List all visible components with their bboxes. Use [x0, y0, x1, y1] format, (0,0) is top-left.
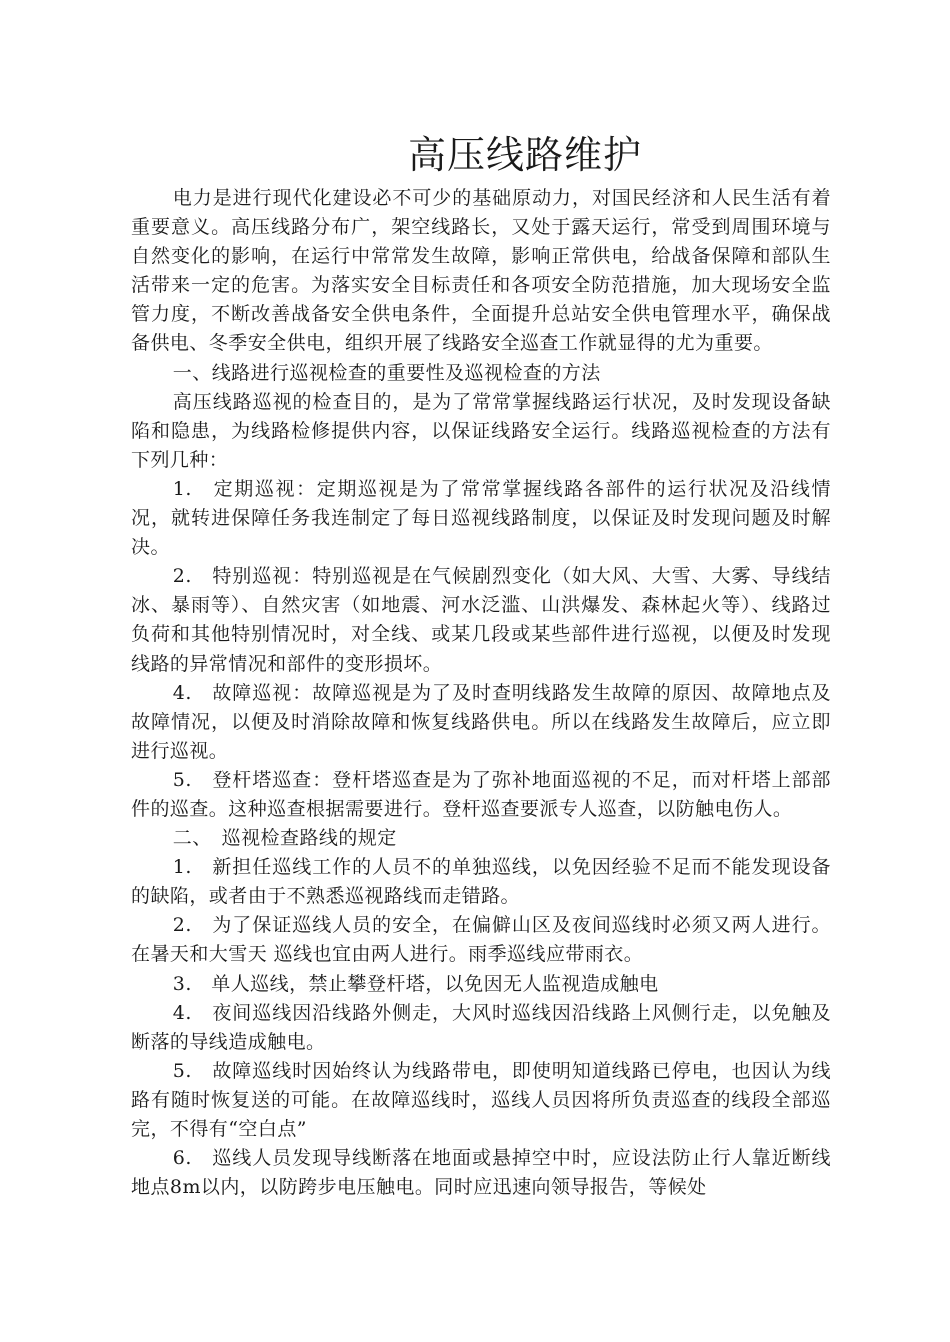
list-item: 4. 夜间巡线因沿线路外侧走，大风时巡线因沿线路上风侧行走，以免触及断落的导线造成触电。: [131, 1001, 831, 1053]
paragraph-purpose: 高压线路巡视的检查目的，是为了常常掌握线路运行状况，及时发现设备缺陷和隐患，为线路检修提供内容，以保证线路安全运行。线路巡视检查的方法有下列几种：: [131, 390, 831, 471]
list-item: 3. 单人巡线，禁止攀登杆塔，以免因无人监视造成触电: [172, 972, 659, 995]
list-item: 5. 登杆塔巡查：登杆塔巡查是为了弥补地面巡视的不足，而对杆塔上部部件的巡查。这种巡查根据需要进行。登杆巡查要派专人巡查，以防触电伤人。: [131, 768, 831, 820]
list-item: 1. 新担任巡线工作的人员不的单独巡线，以免因经验不足而不能发现设备的缺陷，或者由于不熟悉巡视路线而走错路。: [131, 856, 831, 908]
document-body: [131, 184, 831, 1202]
section-heading-1: 一、线路进行巡视检查的重要性及巡视检查的方法: [172, 361, 601, 384]
paragraph-intro: 电力是进行现代化建设必不可少的基础原动力，对国民经济和人民生活有着重要意义。高压线路分布广，架空线路长，又处于露天运行，常受到周围环境与自然变化的影响，在运行中常常发生故障，影响正常供电，给战备保障和部队生活带来一定的危害。为落实安全目标责任和各项安全防范措施，加大现场安全监管力度，不断改善战备安全供电条件，全面提升总站安全供电管理水平，确保战备供电、冬季安全供电，组织开展了线路安全巡查工作就显得的尤为重要。: [131, 187, 831, 355]
list-item: 4. 故障巡视：故障巡视是为了及时查明线路发生故障的原因、故障地点及故障情况，以便及时消除故障和恢复线路供电。所以在线路发生故障后，应立即进行巡视。: [131, 681, 831, 762]
list-item: 5. 故障巡线时因始终认为线路带电，即使明知道线路已停电，也因认为线路有随时恢复送的可能。在故障巡线时，巡线人员因将所负责巡查的线段全部巡完，不得有“空白点”: [131, 1059, 831, 1140]
document-title: 高压线路维护: [407, 133, 642, 177]
list-item: 2. 为了保证巡线人员的安全，在偏僻山区及夜间巡线时必须又两人进行。在暑天和大雪天 巡线也宜由两人进行。雨季巡线应带雨衣。: [131, 914, 831, 966]
list-item: 1. 定期巡视：定期巡视是为了常常掌握线路各部件的运行状况及沿线情况，就转进保障任务我连制定了每日巡视线路制度，以保证及时发现问题及时解决。: [131, 477, 831, 559]
section-heading-2: 二、 巡视检查路线的规定: [172, 827, 397, 850]
list-item: 6. 巡线人员发现导线断落在地面或悬掉空中时，应设法防止行人靠近断线地点8m以内，以防跨步电压触电。同时应迅速向领导报告，等候处: [131, 1147, 831, 1199]
list-item: 2. 特别巡视：特别巡视是在气候剧烈变化（如大风、大雪、大雾、导线结冰、暴雨等）、自然灾害（如地震、河水泛滥、山洪爆发、森林起火等）、线路过负荷和其他特别情况时，对全线、或某几段或某些部件进行巡视，以便及时发现线路的异常情况和部件的变形损坏。: [131, 565, 831, 675]
